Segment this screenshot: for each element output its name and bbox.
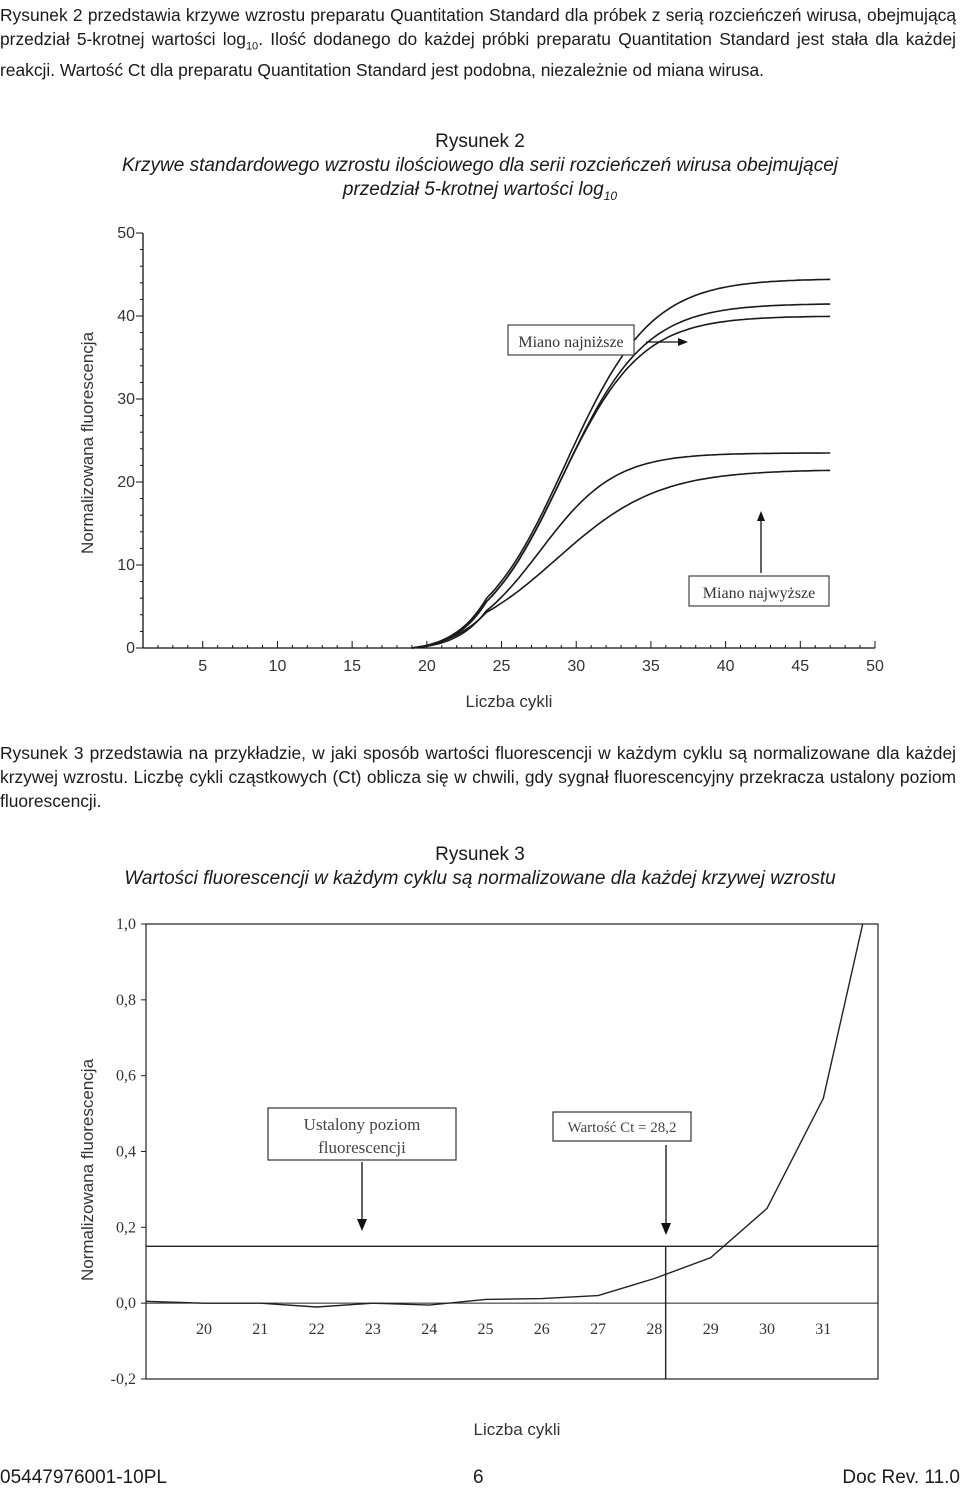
chart1-arrowhead-lowest [678,338,688,346]
chart2-data-line [146,924,863,1307]
chart1-x-tick-label: 35 [642,658,660,675]
chart2-x-tick-label: 21 [252,1321,269,1339]
figure2-title-subscript: 10 [603,188,618,203]
figure2-title-line2 [0,178,960,208]
figure2-title-text: przedział 5-krotnej wartości log [342,179,604,200]
chart2-arrowhead-threshold [357,1219,367,1231]
chart2-y-tick-label: 0,6 [116,1067,136,1085]
chart1-y-tick-label: 0 [126,640,135,657]
figure3-caption [0,843,960,891]
chart1-x-tick-label: 50 [866,658,884,675]
chart1-x-tick-label: 10 [268,658,287,675]
chart1-y-tick-label: 30 [117,391,135,408]
chart2-x-axis-label: Liczba cykli [473,1420,561,1439]
chart2-y-tick-label: -0,2 [110,1371,136,1388]
figure2-label: Rysunek 2 [435,131,525,152]
chart2-y-tick-label: 0,2 [116,1219,136,1237]
chart2-frame [146,924,878,1379]
intro-paragraph [0,3,956,82]
chart1-x-tick-label: 45 [791,658,810,675]
chart2-annotation-ct: Wartość Ct = 28,2 [567,1120,677,1136]
intro-text-2: . Ilość dodanego do każdej próbki preparatu Quantitation Standard jest stała dla każdej reakcji. Wartość Ct dla preparatu Quantitation Standard jest podobna, niezależnie od miana wirusa. [0,29,956,81]
chart1-y-tick-label: 10 [117,557,135,574]
chart2-y-tick-label: 1,0 [116,916,136,933]
chart2-annotation-threshold-line1: Ustalony poziom [303,1115,421,1134]
chart1-y-axis-label: Normalizowana fluorescencja [78,331,97,555]
chart2-x-tick-label: 23 [364,1321,381,1339]
chart2-x-tick-label: 29 [702,1321,719,1339]
chart2-x-tick-label: 24 [421,1321,438,1339]
chart1-arrowhead-highest [757,511,765,521]
chart2-y-tick-label: 0,0 [116,1295,136,1313]
chart2-y-tick-label: 0,4 [116,1143,136,1161]
footer-page-number: 6 [473,1467,484,1488]
chart1-y-tick-label: 50 [117,225,135,242]
chart1-annotation-highest: Miano najwyższe [702,585,816,602]
chart1-x-tick-label: 40 [716,658,735,675]
chart1-annotation-lowest: Miano najniższe [518,334,624,351]
chart1-x-axis-label: Liczba cykli [465,692,553,711]
chart2-x-tick-label: 30 [759,1321,775,1339]
figure2-title-line1: Krzywe standardowego wzrostu ilościowego dla serii rozcieńczeń wirusa obejmującej [122,155,838,176]
chart1-curve-5 [412,470,830,648]
chart2-x-tick-label: 25 [477,1321,494,1339]
chart2-y-axis-label: Normalizowana fluorescencja [78,1058,97,1282]
chart1-y-tick-label: 40 [117,308,135,325]
chart2-annotation-threshold-line2: fluorescencji [318,1138,406,1157]
intro-text-1: Rysunek 2 przedstawia krzywe wzrostu preparatu Quantitation Standard dla próbek z serią rozcieńczeń wirusa, obejmującą przedział 5-krotnej wartości log [0,5,956,49]
chart1-x-tick-label: 25 [492,658,511,675]
figure3-chart [0,905,960,1465]
chart2-arrowhead-ct [661,1223,671,1235]
chart1-x-tick-label: 15 [343,658,362,675]
chart2-x-tick-label: 20 [196,1321,212,1339]
figure2-chart [0,215,960,715]
footer-doc-number: 05447976001-10PL [0,1467,167,1488]
chart2-x-tick-label: 22 [308,1321,325,1339]
figure3-label: Rysunek 3 [435,844,525,865]
figure3-title: Wartości fluorescencji w każdym cyklu są normalizowane dla każdej krzywej wzrostu [124,868,836,889]
chart1-x-tick-label: 5 [198,658,208,675]
chart1-x-tick-label: 30 [567,658,586,675]
chart2-y-tick-label: 0,8 [116,991,136,1009]
chart1-y-tick-label: 20 [117,474,135,491]
chart2-x-tick-label: 31 [815,1321,832,1339]
chart2-x-tick-label: 26 [533,1321,550,1339]
chart2-x-tick-label: 27 [590,1321,607,1339]
chart1-x-tick-label: 20 [417,658,436,675]
chart2-x-tick-label: 28 [646,1321,663,1339]
footer-revision: Doc Rev. 11.0 [842,1467,960,1488]
figure2-caption [0,130,960,208]
intro-subscript: 10 [245,40,259,53]
paragraph-2: Rysunek 3 przedstawia na przykładzie, w jaki sposób wartości fluorescencji w każdym cyklu są normalizowane dla każdej krzywej wzrostu. Liczbę cykli cząstkowych (Ct) oblicza się w chwili, gdy sygnał fluorescencyjny przekracza ustalony poziom fluorescencji. [0,743,956,811]
